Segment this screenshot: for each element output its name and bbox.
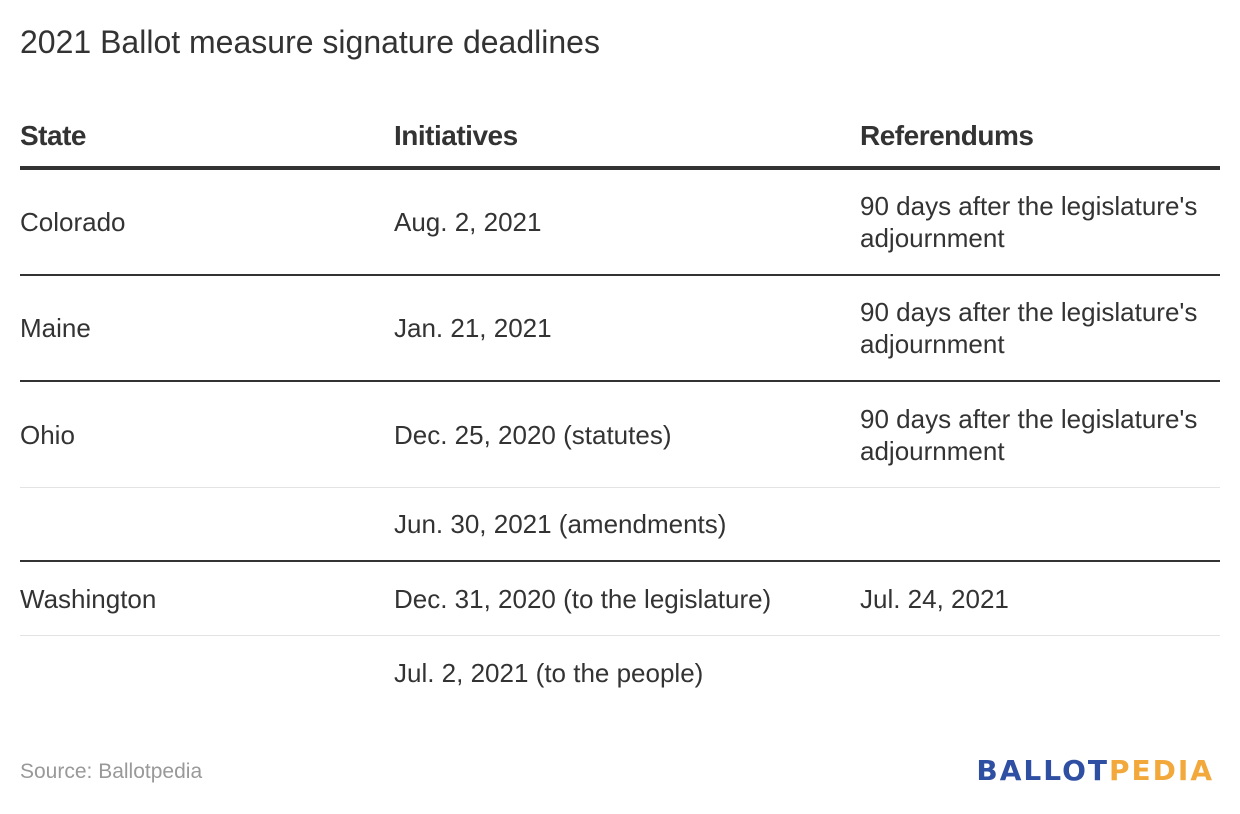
table-row <box>20 382 1220 488</box>
logo-part-pedia: PEDIA <box>1109 754 1214 787</box>
cell-state: Washington <box>20 583 157 614</box>
cell-initiatives: Dec. 31, 2020 (to the legislature) <box>394 583 772 614</box>
source-note: Source: Ballotpedia <box>20 760 203 783</box>
cell-initiatives: Aug. 2, 2021 <box>394 207 542 237</box>
table-row <box>20 562 1220 636</box>
ballotpedia-logo <box>976 754 1214 787</box>
cell-referendums: 90 days after the legislature's adjournment <box>860 403 1198 466</box>
logo-part-ballot: BALLOT <box>976 754 1110 787</box>
deadlines-table <box>20 106 1220 710</box>
table-row <box>20 276 1220 382</box>
cell-state: Ohio <box>20 419 75 450</box>
table-row <box>20 636 1220 710</box>
header-state: State <box>20 120 86 151</box>
page-title: 2021 Ballot measure signature deadlines <box>20 24 600 60</box>
cell-state: Maine <box>20 313 91 343</box>
cell-referendums: 90 days after the legislature's adjournment <box>860 297 1198 359</box>
cell-referendums: 90 days after the legislature's adjournment <box>860 191 1198 253</box>
table-row <box>20 170 1220 276</box>
cell-initiatives: Jul. 2, 2021 (to the people) <box>394 658 704 688</box>
cell-initiatives: Jan. 21, 2021 <box>394 313 552 343</box>
cell-state: Colorado <box>20 207 126 237</box>
table-row <box>20 488 1220 562</box>
header-referendums: Referendums <box>860 120 1034 151</box>
cell-referendums: Jul. 24, 2021 <box>860 583 1009 614</box>
header-initiatives: Initiatives <box>394 120 518 151</box>
table-header <box>20 106 1220 170</box>
cell-initiatives: Dec. 25, 2020 (statutes) <box>394 419 672 450</box>
cell-initiatives: Jun. 30, 2021 (amendments) <box>394 509 727 539</box>
